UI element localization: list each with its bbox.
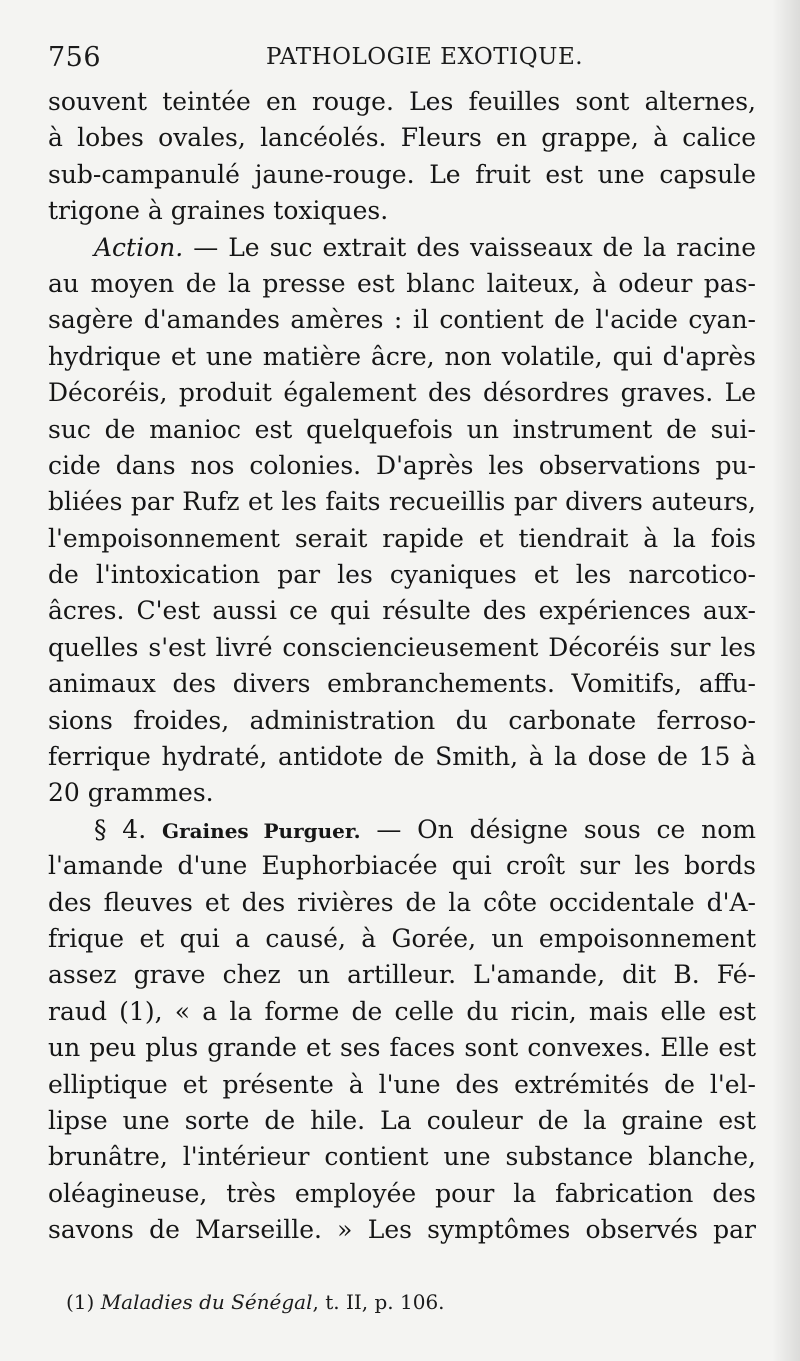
text-line: lipse une sorte de hile. La couleur de la graine est <box>48 1105 756 1135</box>
text-line: un peu plus grande et ses faces sont convexes. Elle est <box>48 1033 756 1063</box>
text-line: oléagineuse, très employée pour la fabrication des <box>48 1178 756 1208</box>
text-line: bliées par Rufz et les faits recueillis par divers auteurs, <box>48 487 756 517</box>
text-line: quelles s'est livré consciencieusement Décoréis sur les <box>48 632 756 662</box>
text-line: 20 grammes. <box>48 778 214 808</box>
footnote-title: Maladies du Sénégal <box>100 1290 313 1314</box>
text-line: souvent teintée en rouge. Les feuilles sont alternes, <box>48 87 756 116</box>
text-line: au moyen de la presse est blanc laiteux, à odeur pas- <box>48 268 756 298</box>
text-line: cide dans nos colonies. D'après les observations pu- <box>48 450 756 480</box>
text-line: suc de manioc est quelquefois un instrument de sui- <box>48 414 756 444</box>
text-line: sions froides, administration du carbonate ferroso- <box>48 705 756 735</box>
action-text: — Le suc extrait des vaisseaux de la racine <box>193 232 756 262</box>
text-line: à lobes ovales, lancéolés. Fleurs en grappe, à calice <box>48 123 756 153</box>
text-line: l'empoisonnement serait rapide et tiendrait à la fois <box>48 523 756 553</box>
section-title: Graines Purguer. <box>161 818 361 843</box>
text-line-action <box>48 230 756 266</box>
section-text: — On désigne sous ce nom <box>376 814 756 844</box>
action-label: Action. <box>94 232 184 262</box>
text-line: assez grave chez un artilleur. L'amande, dit B. Fé- <box>48 960 756 990</box>
section-number: § 4. <box>94 814 147 844</box>
text-line: raud (1), « a la forme de celle du ricin, mais elle est <box>48 996 756 1026</box>
text-line-section-heading <box>48 812 756 848</box>
text-line: hydrique et une matière âcre, non volatile, qui d'après <box>48 341 756 371</box>
footnote <box>66 1290 746 1314</box>
text-line: elliptique et présente à l'une des extrémités de l'el- <box>48 1069 756 1099</box>
text-line: brunâtre, l'intérieur contient une substance blanche, <box>48 1142 756 1172</box>
text-line: l'amande d'une Euphorbiacée qui croît sur les bords <box>48 851 756 881</box>
running-title: PATHOLOGIE EXOTIQUE. <box>266 44 584 70</box>
text-line: des fleuves et des rivières de la côte occidentale d'A- <box>48 887 756 917</box>
text-line: de l'intoxication par les cyaniques et les narcotico- <box>48 560 756 590</box>
text-line: savons de Marseille. » Les symptômes observés par <box>48 1215 756 1245</box>
page-number: 756 <box>48 42 102 73</box>
text-line: Décoréis, produit également des désordres graves. Le <box>48 378 756 408</box>
text-line: âcres. C'est aussi ce qui résulte des expériences aux- <box>48 596 756 626</box>
text-line: sagère d'amandes amères : il contient de l'acide cyan- <box>48 305 756 335</box>
text-line: trigone à graines toxiques. <box>48 196 389 226</box>
text-line: ferrique hydraté, antidote de Smith, à la dose de 15 à <box>48 742 756 772</box>
text-line: frique et qui a causé, à Gorée, un empoisonnement <box>48 923 756 953</box>
body-text <box>48 84 756 1249</box>
text-line: sub-campanulé jaune-rouge. Le fruit est une capsule <box>48 159 756 189</box>
footnote-marker: (1) <box>66 1290 95 1314</box>
footnote-rest: , t. II, p. 106. <box>312 1290 445 1314</box>
page-edge-shadow <box>772 0 800 1361</box>
page-header <box>48 36 758 76</box>
text-line: animaux des divers embranchements. Vomitifs, affu- <box>48 669 756 699</box>
